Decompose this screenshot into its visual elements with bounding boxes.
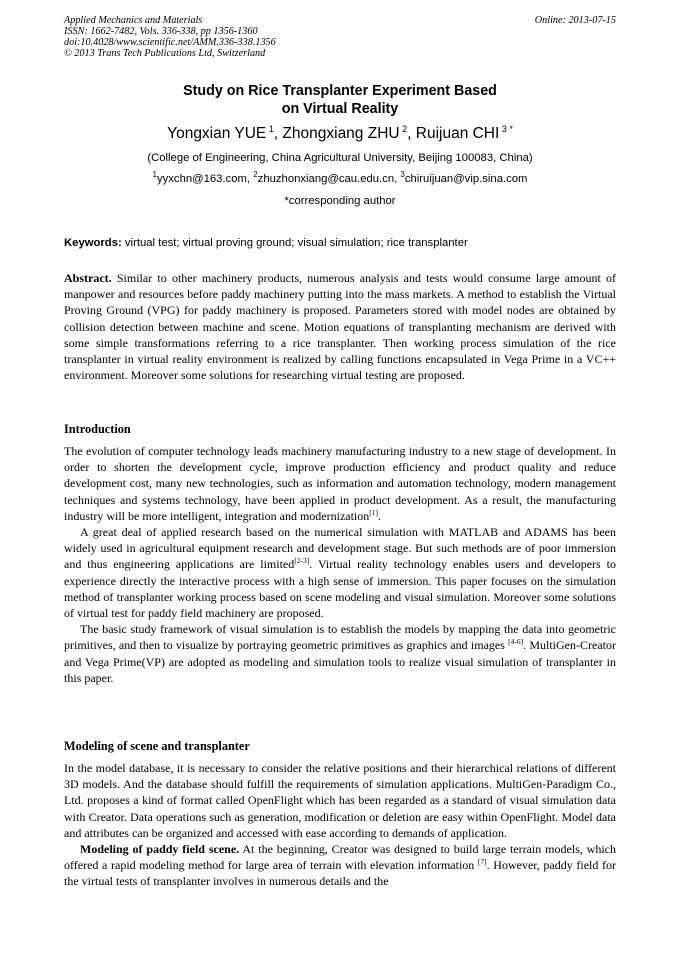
email-link: zhuzhonxiang@cau.edu.cn, <box>257 173 401 185</box>
paragraph-text: At the beginning, Creator was designed to build large terrain models, which offered a rapid modeling method for large area of terrain with elevation information <box>64 842 616 873</box>
title-line-1: Study on Rice Transplanter Experiment Based <box>183 83 497 99</box>
intro-paragraph-2 <box>64 524 616 621</box>
online-date: Online: 2013-07-15 <box>534 15 616 26</box>
section-heading: Modeling of scene and transplanter <box>64 739 250 753</box>
paper-title <box>64 82 616 118</box>
section-heading: Introduction <box>64 422 131 436</box>
author-emails <box>64 171 616 187</box>
author-list <box>64 124 616 144</box>
paragraph-text: The basic study framework of visual simulation is to establish the models by mapping the data into geometric primitives, and then to visualize by portraying geometric primitives as graphics and images <box>64 622 616 653</box>
abstract-text: Similar to other machinery products, numerous analysis and tests would consume large amount of manpower and resources before paddy machinery putting into the mass markets. A method to establish the Virtual Proving Ground (VPG) for paddy machinery is proposed. Parameters stored with model nodes are obtained by collision detection between machine and scene. Motion equations of transplanting mechanism are derived with some simple transformations referring to a rice transplanter. Then working process simulation of the rice transplanter in virtual reality environment is realized by calling functions encapsulated in Vega Prime in a VC++ environment. Moreover some solutions for researching virtual testing are proposed. <box>64 271 616 383</box>
keywords <box>64 236 616 250</box>
abstract-section <box>64 270 616 383</box>
abstract-label: Abstract. <box>64 271 112 285</box>
email-sup: 2 <box>253 170 258 180</box>
paragraph-text: . <box>378 508 382 523</box>
keywords-text: virtual test; virtual proving ground; visual simulation; rice transplanter <box>121 237 468 249</box>
subsection-label: Modeling of paddy field scene. <box>80 842 240 857</box>
corresponding-author-note: *corresponding author <box>284 195 396 207</box>
email-sup: 1 <box>152 170 157 180</box>
issn-line: ISSN: 1662-7482, Vols. 336-338, pp 1356-1360 <box>64 26 258 37</box>
paragraph-text: . However, paddy field for the virtual tests of transplanter involves in numerous details and the <box>64 858 616 889</box>
modeling-paragraph-1: In the model database, it is necessary to consider the relative positions and their hierarchical relations of different 3D models. And the database should fulfill the requirements of simulation applications. MultiGen-Paradigm Co., Ltd. proposes a kind of format called OpenFlight which has been regarded as a standard of visual simulation data with Creator. Data operations such as generation, modification or deletion are easy within OpenFlight. Model data and attributes can be organized and accessed with ease according to demands of application. <box>64 761 616 840</box>
paragraph-text: The evolution of computer technology leads machinery manufacturing industry to a new stage of development. In order to shorten the development cycle, improve production efficiency and product quality and reduce development cost, many new technologies, such as information and automation technology, modern management techniques and systems technology, have been applied in product development. As a result, the manufacturing industry will be more intelligent, integration and modernization <box>64 444 616 523</box>
journal-name: Applied Mechanics and Materials <box>64 15 203 26</box>
intro-paragraph-1 <box>64 443 616 524</box>
email-link: chiruijuan@vip.sina.com <box>404 173 528 185</box>
modeling-section <box>64 738 616 890</box>
email-sup: 3 <box>400 170 405 180</box>
author-name: Yongxian YUE <box>167 125 267 142</box>
title-line-2: on Virtual Reality <box>281 101 399 117</box>
affiliation: (College of Engineering, China Agricultural University, Beijing 100083, China) <box>147 152 533 164</box>
citation: [1] <box>369 507 379 517</box>
author-affil-sup: 3 * <box>501 123 513 134</box>
modeling-paragraph-2 <box>64 841 616 890</box>
introduction-section <box>64 421 616 686</box>
paragraph-text: A great deal of applied research based on the numerical simulation with MATLAB and ADAMS has been widely used in agricultural equipment research and development stage. But such methods are of poor immersion and thus engineering applications are limited <box>64 525 616 572</box>
citation: [2-3] <box>294 556 310 566</box>
doi-line: doi:10.4028/www.scientific.net/AMM.336-338.1356 <box>64 37 276 48</box>
paragraph-text: . MultiGen-Creator and Vega Prime(VP) are adopted as modeling and simulation tools to realize visual simulation of transplanter in this paper. <box>64 638 616 685</box>
author-affil-sup: 1 <box>268 123 274 134</box>
author-name: Ruijuan CHI <box>415 125 500 142</box>
copyright-line: © 2013 Trans Tech Publications Ltd, Switzerland <box>64 48 266 59</box>
citation: [4-6] <box>508 637 524 647</box>
author-affil-sup: 2 <box>402 123 408 134</box>
paragraph-text: . Virtual reality technology enables users and developers to experience directly the interactive process with a high sense of immersion. This paper focuses on the simulation method of transplanter working process based on scene modeling and visual simulation. Moreover some solutions of virtual test for paddy field machinery are proposed. <box>64 557 616 621</box>
journal-header <box>64 15 616 59</box>
author-name: Zhongxiang ZHU <box>282 125 400 142</box>
citation: [7] <box>477 857 487 867</box>
email-link: yyxchn@163.com, <box>156 173 254 185</box>
intro-paragraph-3 <box>64 621 616 686</box>
keywords-label: Keywords: <box>64 237 122 249</box>
abstract-paragraph <box>64 270 616 383</box>
author-separator: , <box>407 125 416 142</box>
author-separator: , <box>273 125 283 142</box>
